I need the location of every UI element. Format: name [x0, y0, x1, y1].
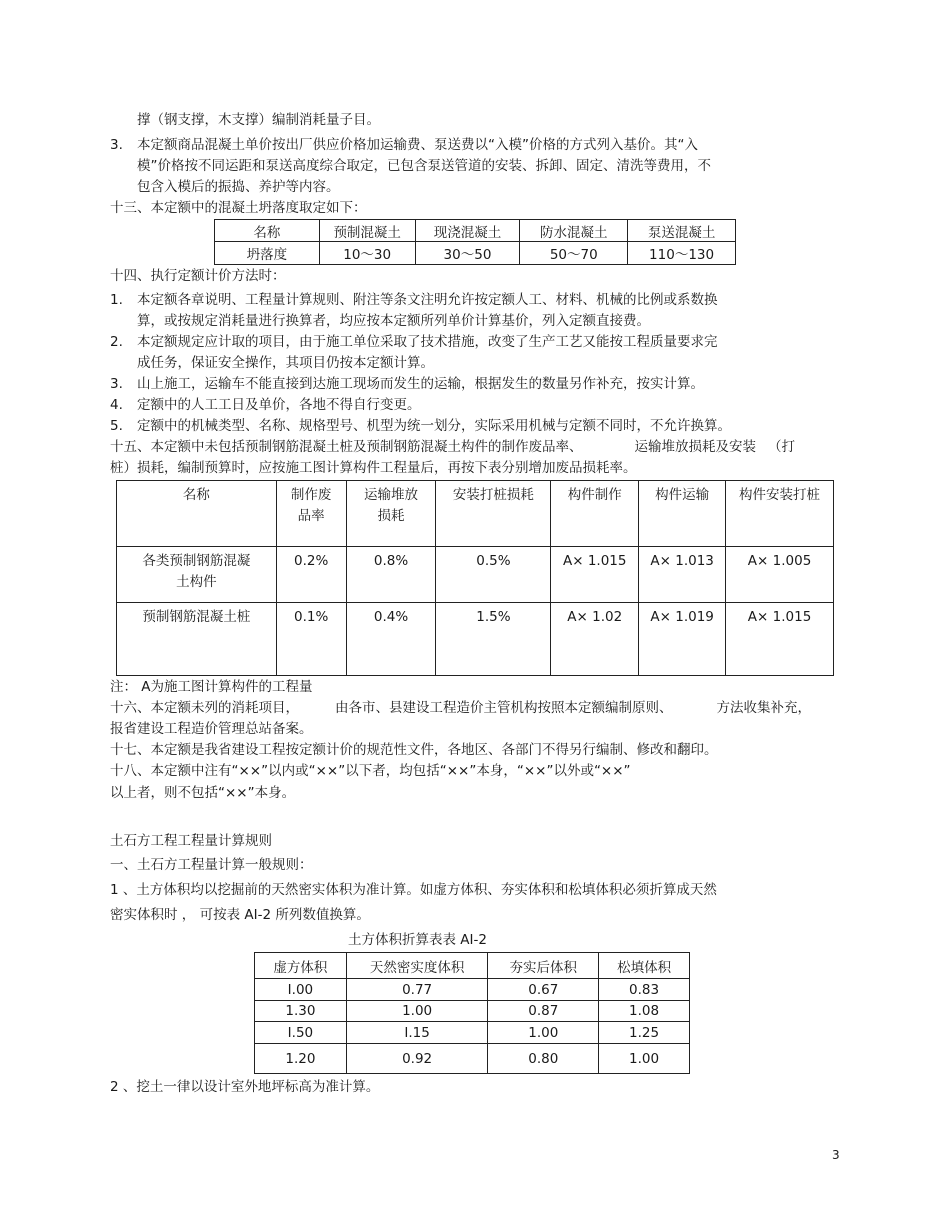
table-row: [255, 1001, 690, 1022]
item-text: 本定额规定应计取的项目，由于施工单位采取了技术措施，改变了生产工艺又能按工程质量要求完: [137, 334, 718, 350]
table-cell: 0.92: [346, 1044, 488, 1074]
table-header: 虚方体积: [255, 953, 347, 979]
section-18-line: 以上者，则不包括“××”本身。: [110, 785, 296, 801]
table-cell: 1.5%: [436, 603, 551, 676]
table-cell: 0.87: [488, 1001, 599, 1022]
item-number: 4.: [110, 397, 123, 413]
section-15-line: [110, 438, 795, 456]
table-header: 夯实后体积: [488, 953, 599, 979]
table-row: [255, 1044, 690, 1074]
table-header: 制作废 品率: [276, 481, 346, 547]
section-16-text: 十六、本定额未列的消耗项目，: [110, 700, 299, 716]
section-15-text: 十五、本定额中未包括预制钢筋混凝土桩及预制钢筋混凝土构件的制作废品率、: [110, 439, 583, 455]
item-text: 算，或按规定消耗量进行换算者，均应按本定额所列单价计算基价，列入定额直接费。: [137, 313, 650, 329]
table-header: 构件运输: [639, 481, 726, 547]
section-17: 十七、本定额是我省建设工程按定额计价的规范性文件，各地区、各部门不得另行编制、修改和翻印。: [110, 742, 718, 758]
table-cell: 10～30: [319, 242, 415, 265]
table-cell: 1.08: [599, 1001, 690, 1022]
table-cell: A× 1.015: [726, 603, 834, 676]
continuation-line: 撑（钢支撑，木支撑）编制消耗量子目。: [137, 112, 380, 128]
table-cell: 50～70: [520, 242, 628, 265]
section-13-title: 十三、本定额中的混凝土坍落度取定如下：: [110, 200, 367, 216]
table-row: [255, 1022, 690, 1044]
section-15-line: 桩）损耗，编制预算时，应按施工图计算构件工程量后，再按下表分别增加废品损耗率。: [110, 460, 637, 476]
item-number: 3.: [110, 376, 123, 392]
table-header: 泵送混凝土: [628, 220, 736, 242]
section-15-text: （打: [768, 439, 795, 455]
table-note: 注： A为施工图计算构件的工程量: [110, 679, 313, 695]
page-number: 3: [832, 1148, 840, 1162]
item-number: 1.: [110, 292, 123, 308]
item-text: 模”价格按不同运距和泵送高度综合取定，已包含泵送管道的安装、拆卸、固定、清洗等费用，不: [137, 158, 711, 174]
table-cell: 1.20: [255, 1044, 347, 1074]
table-header: 松填体积: [599, 953, 690, 979]
slump-table: [214, 219, 736, 265]
section-16-text: 方法收集补充，: [716, 700, 811, 716]
table-row: [255, 979, 690, 1001]
item-number: 2.: [110, 334, 123, 350]
table-header: 构件安装打桩: [726, 481, 834, 547]
table-cell: A× 1.005: [726, 547, 834, 603]
table-cell: 0.80: [488, 1044, 599, 1074]
rule-1-line: 密实体积时 ， 可按表 AI-2 所列数值换算。: [110, 907, 370, 923]
item-number: 5.: [110, 418, 123, 434]
item-text: 本定额商品混凝土单价按出厂供应价格加运输费、泵送费以“入模”价格的方式列入基价。其“入: [137, 137, 698, 153]
table-cell: A× 1.015: [551, 547, 639, 603]
table-header: 安装打桩损耗: [436, 481, 551, 547]
item-number: 3.: [110, 137, 123, 153]
table-cell: I.50: [255, 1022, 347, 1044]
table-header: 防水混凝土: [520, 220, 628, 242]
table-header: 天然密实度体积: [346, 953, 488, 979]
table-cell: A× 1.013: [639, 547, 726, 603]
earthwork-title: 土石方工程工程量计算规则: [110, 833, 272, 849]
table-cell: 1.25: [599, 1022, 690, 1044]
table-cell: 0.67: [488, 979, 599, 1001]
table-cell: 0.5%: [436, 547, 551, 603]
section-16-text: 由各市、县建设工程造价主管机构按照本定额编制原则、: [335, 700, 673, 716]
table-header: 现浇混凝土: [415, 220, 520, 242]
table-caption: 土方体积折算表表 AI-2: [348, 932, 487, 948]
table-cell: 0.1%: [276, 603, 346, 676]
table-cell: 110～130: [628, 242, 736, 265]
section-15-text: 运输堆放损耗及安装: [634, 439, 756, 455]
item-text: 定额中的机械类型、名称、规格型号、机型为统一划分，实际采用机械与定额不同时，不允许换算。: [137, 418, 731, 434]
table-cell: I.00: [255, 979, 347, 1001]
table-header: 构件制作: [551, 481, 639, 547]
section-16-line: [110, 699, 811, 717]
table-cell: 0.77: [346, 979, 488, 1001]
item-text: 定额中的人工工日及单价，各地不得自行变更。: [137, 397, 421, 413]
table-cell: 0.2%: [276, 547, 346, 603]
table-cell: I.15: [346, 1022, 488, 1044]
section-18-line: 十八、本定额中注有“××”以内或“××”以下者，均包括“××”本身，“××”以外或“××”: [110, 763, 631, 779]
table-cell: A× 1.019: [639, 603, 726, 676]
table-cell: 0.4%: [346, 603, 436, 676]
table-row: [117, 547, 834, 603]
table-row: [117, 603, 834, 676]
table-cell: 0.8%: [346, 547, 436, 603]
loss-rate-table: [116, 480, 834, 676]
table-cell: 30～50: [415, 242, 520, 265]
table-cell: 1.00: [488, 1022, 599, 1044]
rule-1-line: 1 、土方体积均以挖掘前的天然密实体积为准计算。如虚方体积、夯实体积和松填体积必须折算成天然: [110, 882, 717, 898]
table-header: 预制混凝土: [319, 220, 415, 242]
item-text: 本定额各章说明、工程量计算规则、附注等条文注明允许按定额人工、材料、机械的比例或系数换: [137, 292, 718, 308]
earthwork-subtitle: 一、土石方工程量计算一般规则：: [110, 857, 313, 873]
table-cell: 坍落度: [215, 242, 320, 265]
item-text: 山上施工，运输车不能直接到达施工现场而发生的运输，根据发生的数量另作补充，按实计算。: [137, 376, 704, 392]
section-16-line: 报省建设工程造价管理总站备案。: [110, 721, 313, 737]
table-cell: 1.30: [255, 1001, 347, 1022]
table-header: 名称: [117, 481, 277, 547]
table-cell: 预制钢筋混凝土桩: [117, 603, 277, 676]
earth-volume-table: [254, 952, 690, 1074]
table-cell: 1.00: [599, 1044, 690, 1074]
table-cell: 1.00: [346, 1001, 488, 1022]
section-14-title: 十四、执行定额计价方法时：: [110, 268, 286, 284]
item-text: 包含入模后的振捣、养护等内容。: [137, 179, 340, 195]
table-header: 名称: [215, 220, 320, 242]
item-text: 成任务，保证安全操作，其项目仍按本定额计算。: [137, 355, 434, 371]
table-header: 运输堆放 损耗: [346, 481, 436, 547]
rule-2: 2 、挖土一律以设计室外地坪标高为准计算。: [110, 1079, 380, 1095]
table-cell: 0.83: [599, 979, 690, 1001]
table-cell: A× 1.02: [551, 603, 639, 676]
table-cell: 各类预制钢筋混凝 土构件: [117, 547, 277, 603]
